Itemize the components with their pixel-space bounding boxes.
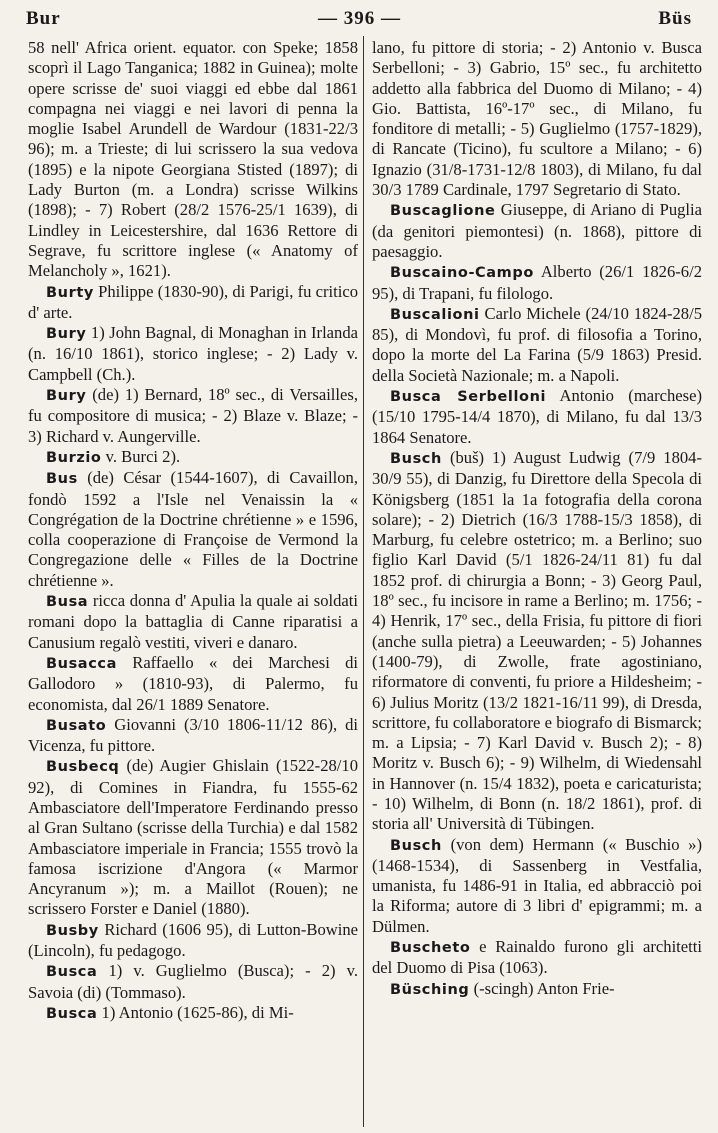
entry-headword: Busch: [390, 837, 442, 854]
entry-text: (von dem) Hermann (« Buschio ») (1468-1534), di Sassenberg in Vestfalia, umanista, fu 1486-91 in Italia, ed abbracciò poi la Riforma; autore di 3 libri d' epigrammi; m. a Dülmen.: [372, 834, 702, 936]
entry-text: Carlo Michele (24/10 1824-28/5 85), di Mondovì, fu prof. di filosofia a Torino, dopo la morte del La Farina (5/9 1863) Presid. della Società Nazionale; m. a Napoli.: [372, 303, 702, 385]
entry-headword: Buscalioni: [390, 306, 480, 323]
entry: [372, 304, 702, 386]
entry-headword: Bus: [46, 471, 78, 488]
column-divider: [363, 36, 364, 1127]
entry: [28, 591, 358, 653]
entry-headword: Busby: [46, 922, 99, 939]
entry-text: e Rainaldo furono gli architetti del Duomo di Pisa (1063).: [372, 937, 702, 978]
entry-text: Antonio (marchese) (15/10 1795-14/4 1870), di Milano, fu dal 13/3 1864 Senatore.: [372, 386, 702, 447]
entry: [28, 468, 358, 591]
entry-headword: Buscheto: [390, 940, 471, 957]
entry-text: 1) Antonio (1625-86), di Mi-: [101, 1002, 294, 1022]
entry-text: Giuseppe, di Ariano di Puglia (da genitori piemontesi) (n. 1868), pittore di paesaggio.: [372, 200, 702, 261]
entry: [28, 385, 358, 447]
entry-headword: Busca: [46, 964, 98, 981]
entry-headword: Busacca: [46, 655, 117, 672]
entry-text: ricca donna d' Apulia la quale ai soldati romani dopo la battaglia di Canne riparatisi a Canusium regalò vestiti, viveri e danaro.: [28, 591, 358, 652]
entry: [372, 386, 702, 448]
entry: [28, 447, 358, 468]
entry-headword: Busca Serbelloni: [390, 389, 547, 406]
entry-text: 58 nell' Africa orient. equator. con Speke; 1858 scoprì il Lago Tanganica; 1882 in Guinea); molte opere scrisse de' suoi viaggi ed ebbe dal 1861 compagna nei viaggi e nei lavori di penna la moglie Isabel Arundell de Wardour (1831-22/3 96); m. a Trieste; di lui scrissero la sua vedova (1895) e la nipote Georgiana Stisted (1897); di Lady Burton (m. a Londra) scrisse Wilkins (1898); - 7) Robert (28/2 1576-25/1 1639), di Lindley in Leicestershire, dal 1636 Rettore di Segrave, fu scrittore inglese (« Anatomy of Melancholy », 1621).: [28, 38, 358, 281]
entry-headword: Burzio: [46, 449, 102, 466]
header-left-guideword: Bur: [26, 8, 61, 29]
entry-headword: Busca: [46, 1005, 98, 1022]
entry: [372, 979, 702, 1000]
entry-headword: Busbecq: [46, 759, 120, 776]
entry-headword: Busa: [46, 594, 89, 611]
entry-text: Giovanni (3/10 1806-11/12 86), di Vicenza, fu pittore.: [28, 714, 358, 756]
entry-text: Philippe (1830-90), di Parigi, fu critico d' arte.: [28, 281, 358, 322]
entry-text: 1) John Bagnal, di Monaghan in Irlanda (n. 16/10 1861), storico inglese; - 2) Lady v. Campbell (Ch.).: [28, 323, 358, 384]
entry-headword: Buscaglione: [390, 203, 496, 220]
entry-text: (buš) 1) August Ludwig (7/9 1804-30/9 55), di Danzig, fu Direttore della Specola di Königsberg (1851 la 1a fotografia della corona solare); - 2) Dietrich (16/3 1788-15/3 1858), di Marburg, fu celebre ostetrico; m. a Berlino; suo figlio Karl David (5/1 1826-24/11 81) fu dal 1852 prof. di chirurgia a Bonn; - 3) Georg Paul, 18º sec., fu incisore in rame a Berlino; m. 1756; - 4) Henrik, 17º sec., della Frisia, fu pittore di fiori (anche sulla pietra) a Leeuwarden; - 5) Johannes (1400-79), di Zwolle, frate agostiniano, riformatore di conventi, fu priore a Hildesheim; - 6) Julius Moritz (13/2 1821-16/11 99), di Dresda, scrittore, fu collaboratore e biografo di Bismarck; m. a Lipsia; - 7) Karl David v. Busch 2); - 8) Moritz v. Busch 6); - 9) Wilhelm, di Wiedensahl in Hannover (n. 15/4 1832), poeta e caricaturista; - 10) Wilhelm, di Bonn (n. 18/2 1861), prof. di storia all' Università di Tübingen.: [372, 447, 702, 834]
entry: [372, 448, 702, 835]
entry: [372, 262, 702, 304]
entry-headword: Büsching: [390, 981, 470, 998]
page-number: — 396 —: [318, 8, 402, 29]
header-right-guideword: Büs: [658, 8, 692, 29]
entry: [28, 961, 358, 1003]
entry: [28, 653, 358, 715]
entry-text: (de) 1) Bernard, 18º sec., di Versailles, fu compositore di musica; - 2) Blaze v. Blaze; - 3) Richard v. Aungerville.: [28, 385, 358, 446]
entry-headword: Busch: [390, 450, 442, 467]
entry: [28, 920, 358, 962]
left-column: [28, 38, 358, 1127]
entry-text: Alberto (26/1 1826-6/2 95), di Trapani, fu filologo.: [372, 262, 702, 303]
entry-text: (de) César (1544-1607), di Cavaillon, fondò 1592 a l'Isle nel Venaissin la « Congrégation de la Doctrine chrétienne » e 1596, colla cooperazione di Françoise de Vermond la Congregazione delle « Filles de la Doctrine chrétienne ».: [28, 468, 358, 590]
entry: [372, 38, 702, 200]
entry-headword: Bury: [46, 388, 87, 405]
entry-headword: Burty: [46, 284, 94, 301]
entry: [372, 835, 702, 937]
entry-headword: Buscaino-Campo: [390, 265, 534, 282]
entry: [372, 200, 702, 262]
entry-text: Raffaello « dei Marchesi di Gallodoro » (1810-93), di Palermo, fu economista, dal 26/1 1889 Senatore.: [28, 652, 358, 714]
entry: [28, 38, 358, 282]
entry-text: 1) v. Guglielmo (Busca); - 2) v. Savoia (di) (Tommaso).: [28, 961, 358, 1002]
entry-headword: Busato: [46, 717, 107, 734]
entry-text: (de) Augier Ghislain (1522-28/10 92), di Comines in Fiandra, fu 1555-62 Ambasciatore dell'Imperatore Ferdinando presso al Gran Sultano (scrisse della Turchia) e dal 1582 Ambasciatore imperiale in Francia; 1555 trovò la famosa iscrizione d'Angora (« Marmor Ancyranum »); m. a Maillot (Rouen); ne scrissero Forster e Daniel (1880).: [28, 756, 358, 919]
entry-text: v. Burci 2).: [105, 446, 181, 466]
entry: [28, 1003, 358, 1024]
entry-headword: Bury: [46, 326, 87, 343]
right-column: [372, 38, 702, 1127]
entry: [28, 756, 358, 919]
entry: [28, 282, 358, 324]
page-header: [26, 6, 692, 32]
entry-text: (-scingh) Anton Frie-: [473, 978, 615, 998]
entry: [28, 715, 358, 757]
entry-text: lano, fu pittore di storia; - 2) Antonio v. Busca Serbelloni; - 3) Gabrio, 15º sec., fu architetto addetto alla fabbrica del Duomo di Milano; - 4) Gio. Battista, 16º-17º sec., di Milano, fu fonditore di metalli; - 5) Guglielmo (1757-1829), di Rancate (Ticino), fu scultore a Milano; - 6) Ignazio (31/8-1731-12/8 1803), di Milano, fu dal 30/3 1789 Cardinale, 1797 Segretario di Stato.: [372, 38, 702, 200]
entry-text: Richard (1606 95), di Lutton-Bowine (Lincoln), fu pedagogo.: [28, 919, 358, 961]
entry: [28, 323, 358, 385]
entry: [372, 937, 702, 979]
